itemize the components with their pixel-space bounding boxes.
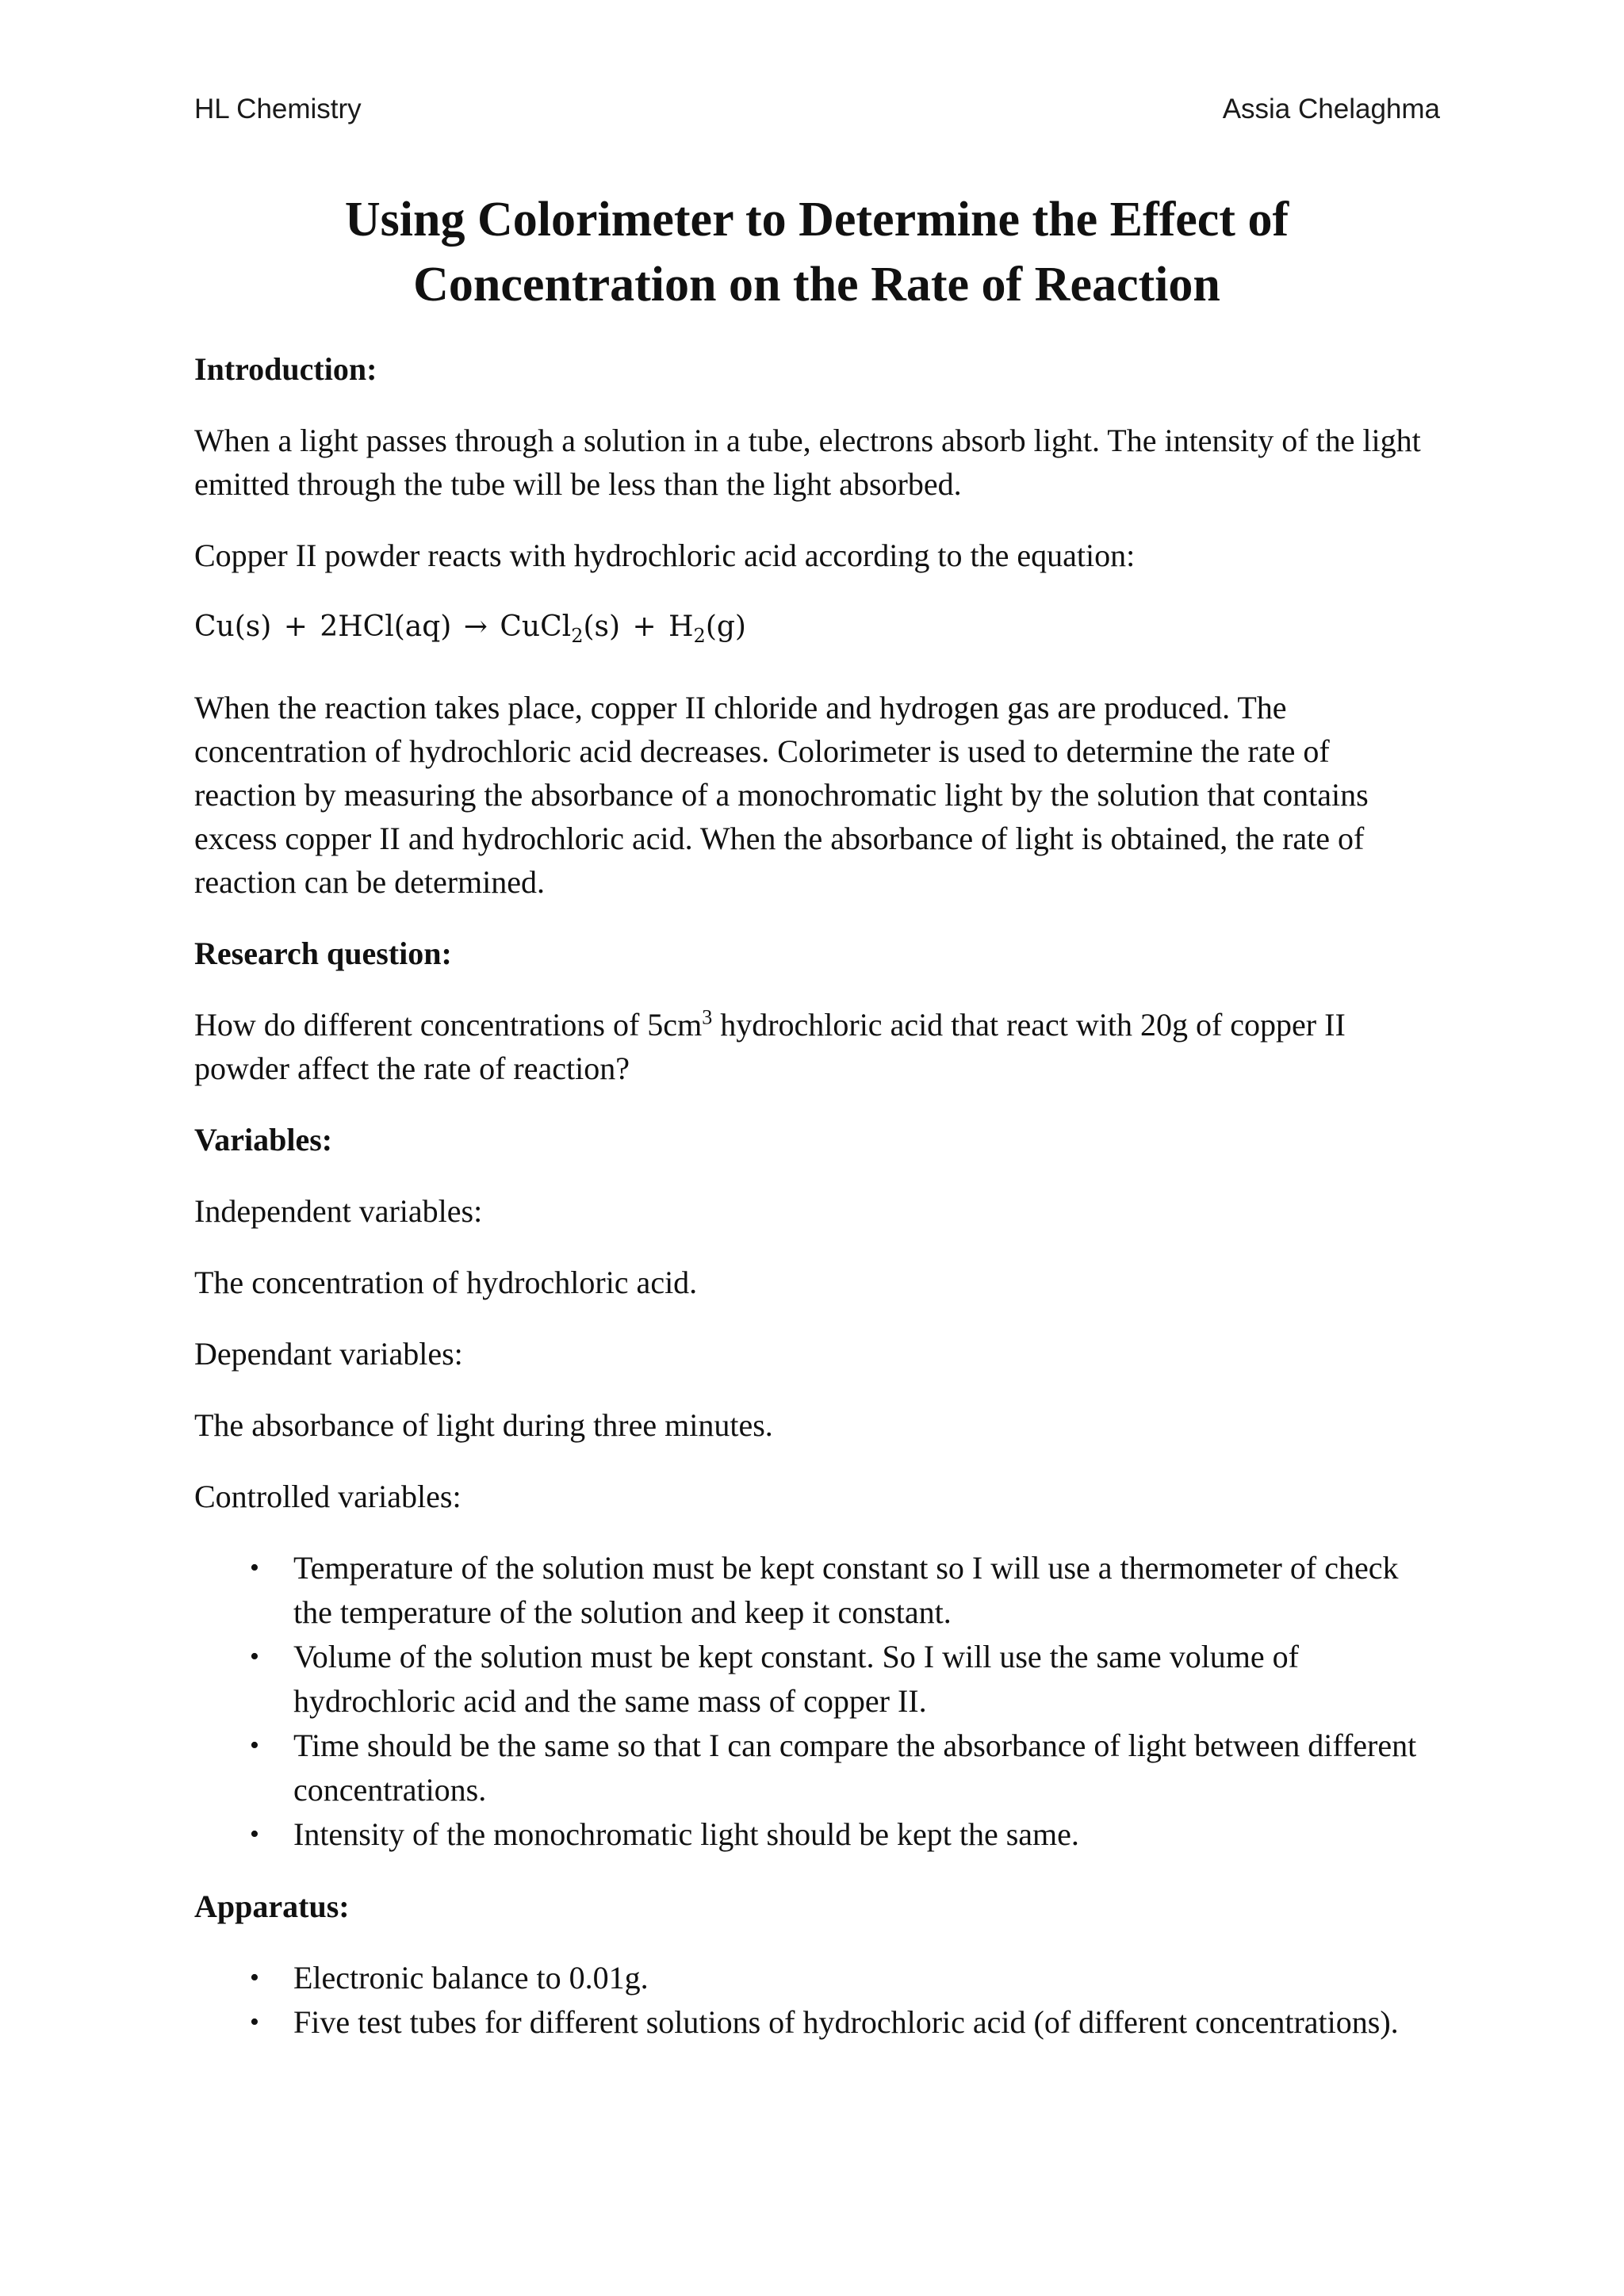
dependent-variables-label: Dependant variables:: [194, 1336, 463, 1372]
apparatus-heading: Apparatus:: [194, 1888, 350, 1925]
apparatus-list: [194, 1956, 1439, 2045]
bullet-icon: •: [250, 1553, 259, 1583]
list-item: • Time should be the same so that I can compare the absorbance of light between different concentrations.: [194, 1724, 1439, 1812]
title-line-2: Concentration on the Rate of Reaction: [413, 258, 1220, 312]
controlled-variables-label: Controlled variables:: [194, 1479, 462, 1515]
equation-arrow: →: [463, 610, 488, 643]
header-author: Assia Chelaghma: [1222, 94, 1440, 124]
bullet-icon: •: [250, 1731, 259, 1761]
header-course: HL Chemistry: [194, 94, 362, 124]
equation-reactants: Cu(s) + 2HCl(aq): [194, 610, 452, 643]
equation-product-1: CuCl$_2$(s): [500, 610, 621, 648]
list-item: • Intensity of the monochromatic light should be kept the same.: [194, 1812, 1439, 1857]
chemical-equation: [194, 605, 1439, 658]
equation-product-2: $H_2(g)$: [668, 610, 746, 648]
controlled-variables-list: [194, 1546, 1439, 1857]
equation-plus: +: [632, 610, 657, 643]
introduction-paragraph-3: When the reaction takes place, copper II chloride and hydrogen gas are produced. The concentration of hydrochloric acid decreases. Colorimeter is used to determine the rate of reaction by measuring the absorbance of a monochromatic light by the solution that contains excess copper II and hydrochloric acid. When the absorbance of light is obtained, the rate of reaction can be determined.: [194, 690, 1369, 901]
introduction-paragraph-2: Copper II powder reacts with hydrochloric acid according to the equation:: [194, 538, 1136, 573]
bullet-icon: •: [250, 2007, 259, 2038]
list-item: • Temperature of the solution must be kept constant so I will use a thermometer of check the temperature of the solution and keep it constant.: [194, 1546, 1439, 1635]
document-body: [194, 347, 1439, 2072]
dependent-variables-value: The absorbance of light during three minutes.: [194, 1407, 773, 1444]
introduction-paragraph-1: When a light passes through a solution in a tube, electrons absorb light. The intensity of the light emitted through the tube will be less than the light absorbed.: [194, 423, 1421, 502]
independent-variables-value: The concentration of hydrochloric acid.: [194, 1265, 698, 1301]
research-question-heading: Research question:: [194, 936, 452, 972]
bullet-icon: •: [250, 1963, 259, 1993]
introduction-heading: Introduction:: [194, 351, 377, 387]
list-item: • Electronic balance to 0.01g.: [194, 1956, 1439, 2000]
list-item: • Five test tubes for different solutions of hydrochloric acid (of different concentrations).: [194, 2000, 1439, 2045]
title-line-1: Using Colorimeter to Determine the Effect of: [344, 193, 1289, 247]
independent-variables-label: Independent variables:: [194, 1193, 483, 1230]
list-item: • Volume of the solution must be kept constant. So I will use the same volume of hydrochloric acid and the same mass of copper II.: [194, 1635, 1439, 1724]
research-question-text: How do different concentrations of $5cm^3$ hydrochloric acid that react with 20g of copper II powder affect the rate of reaction?: [194, 1005, 1346, 1087]
bullet-icon: •: [250, 1820, 259, 1850]
bullet-icon: •: [250, 1642, 259, 1672]
variables-heading: Variables:: [194, 1122, 333, 1158]
document-title: [194, 187, 1439, 317]
